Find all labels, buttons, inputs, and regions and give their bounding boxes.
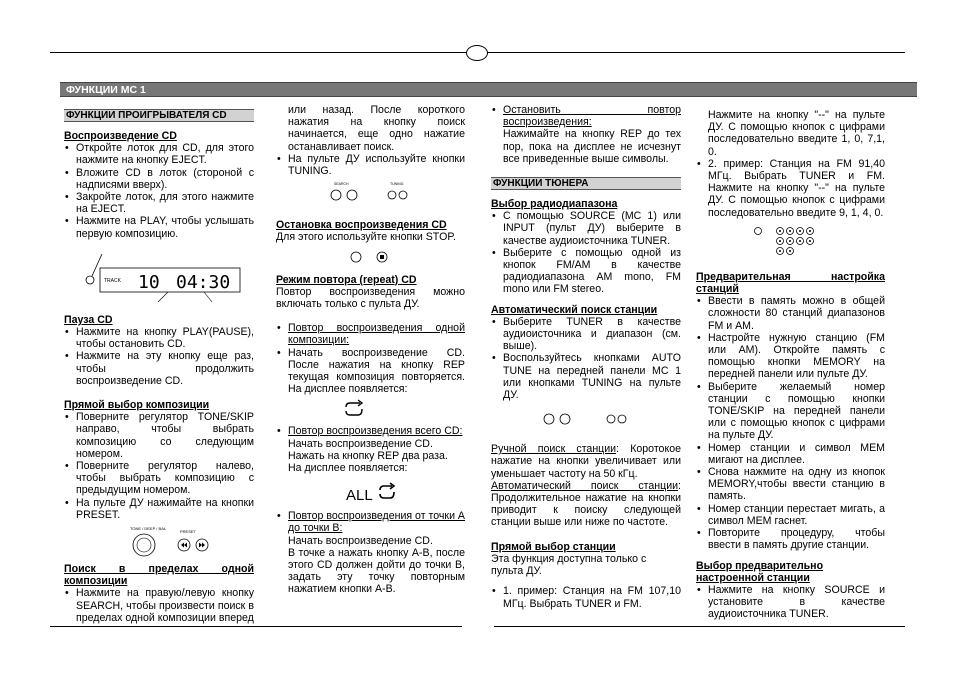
tuning-down-icon — [388, 191, 396, 199]
list-auto-search — [491, 316, 681, 401]
repeat-ab-title: Повтор воспроизведения от точки А до точки В: — [288, 510, 465, 535]
list-item: • Нажмите на эту кнопку еще раз, чтобы продолжить воспроизведение CD. — [64, 350, 254, 387]
repeat-all-line-1: Начать воспроизведение CD. — [288, 437, 433, 450]
list-item: • Настройте нужную станцию (FM или AM). Откройте память с помощью кнопки MEMORY на передней панели или пульте ДУ. — [696, 332, 885, 381]
stop-repeat-title: Остановить повтор воспроизведения: — [503, 104, 681, 129]
list-item: • Поверните регулятор TONE/SKIP направо, чтобы выбрать композицию со следующим номером. — [64, 411, 254, 460]
list-cd-play — [64, 142, 254, 240]
heading-band: Выбор радиодиапазона — [491, 198, 618, 211]
column-1 — [64, 109, 254, 624]
heading-search: Поиск в пределах одной композиции — [64, 563, 254, 588]
list-example-2 — [696, 158, 885, 219]
list-item: • Вложите CD в лоток (стороной с надписями вверх). — [64, 167, 254, 191]
number-key-dot — [809, 230, 811, 232]
list-example-1 — [491, 585, 681, 609]
number-key-dot — [779, 230, 781, 232]
list-item: • 1. пример: Станция на FM 107,10 МГц. Выбрать TUNER и FM. — [491, 585, 681, 609]
tuning-label: TUNING — [390, 182, 404, 187]
list-item: • Ввести в память можно в общей сложности 80 станций диапазонов FM и AM. — [696, 295, 885, 332]
list-direct-track — [64, 411, 254, 521]
numeric-keypad-figure — [696, 223, 885, 259]
list-item: • Номер станции перестает мигать, а символ MEM гаснет. — [696, 503, 885, 527]
tuning-up-icon — [399, 191, 407, 199]
list-item — [491, 104, 681, 128]
section-title-cd: ФУНКЦИИ ПРОИГРЫВАТЕЛЯ CD — [64, 109, 254, 122]
dash-key-icon — [755, 227, 762, 234]
repeat-all-line-3: На дисплее появляется: — [288, 462, 408, 475]
heading-pause: Пауза CD — [64, 313, 113, 326]
auto-search-text — [491, 480, 681, 529]
list-item: • С помощью SOURCE (MC 1) или INPUT (пульт ДУ) выберите в качестве аудиоисточника TUNER. — [491, 210, 681, 247]
list-repeat-all — [276, 425, 465, 437]
bottom-rule-right — [494, 626, 905, 627]
number-keys — [777, 227, 814, 254]
search-right-icon — [347, 190, 357, 200]
search-tuning-figure — [276, 179, 465, 211]
number-key-dot — [799, 230, 801, 232]
list-item: • Нажмите на кнопку SOURCE и установите в качестве аудиоисточника TUNER. — [696, 584, 885, 621]
column-2 — [276, 104, 465, 596]
manual-search-text — [491, 443, 681, 480]
tone-skip-knob-icon — [133, 534, 155, 556]
heading-auto-search: Автоматический поиск станции — [491, 303, 658, 316]
list-repeat-one — [276, 322, 465, 395]
stop-button-icon — [351, 252, 361, 262]
auto-search-desc: : Продолжительное нажатие на кнопки приводит к поиску следующей станции выше или ниже по частоте. — [491, 479, 681, 529]
repeat-ab-line-1: Начать воспроизведение CD. — [288, 534, 433, 547]
list-select-preset — [696, 584, 885, 621]
heading-direct-track: Прямой выбор композиции — [64, 399, 210, 412]
display-track-label: TRACK — [104, 277, 121, 284]
repeat-one-title: Повтор воспроизведения одной композиции: — [288, 322, 465, 347]
list-search — [64, 587, 254, 624]
repeat-all-icon — [380, 483, 394, 498]
example-1-continued: Нажмите на кнопку "--" на пульте ДУ. С помощью кнопок с цифрами последовательно введите 1, 0, 7,1, 0. — [708, 109, 885, 158]
list-item: • Поверните регулятор налево, чтобы выбрать композицию с предыдущим номером. — [64, 460, 254, 497]
repeat-all-symbol — [276, 474, 465, 510]
heading-direct-station: Прямой выбор станции — [491, 540, 616, 553]
column-3 — [491, 104, 681, 610]
heading-stop: Остановка воспроизведения CD — [276, 219, 447, 232]
list-item: • На пульте ДУ нажимайте на кнопки PRESET. — [64, 497, 254, 521]
repeat-one-symbol — [276, 395, 465, 425]
heading-cd-play: Воспроизведение CD — [64, 130, 177, 142]
list-item: • Снова нажмите на одну из кнопок MEMORY,чтобы ввести станцию в память. — [696, 466, 885, 503]
stop-repeat-text: Нажимайте на кнопку REP до тех пор, пока на дисплее не исчезнут все приведенные выше символы. — [503, 128, 681, 165]
tone-skip-label: TONE / DEEP / BAL — [130, 526, 167, 532]
list-item: • Номер станции и символ MEM мигают на дисплее. — [696, 442, 885, 466]
search-label: SEARCH — [334, 182, 349, 187]
stop-figure — [276, 244, 465, 274]
list-item — [276, 425, 465, 437]
list-remote — [276, 153, 465, 177]
heading-select-preset: Выбор предварительно настроенной станции — [696, 559, 824, 584]
skip-knob-figure — [64, 523, 254, 563]
repeat-text: Повтор воспроизведения можно включать только с пульта ДУ. — [276, 285, 465, 311]
display-time: 04:30 — [176, 271, 231, 293]
search-continued: или назад. После короткого нажатия на кнопку поиск начинается, еще одно нажатие останавливает поиск. — [288, 104, 465, 153]
search-left-icon — [331, 190, 341, 200]
number-key-dot — [789, 250, 791, 252]
manual-search-desc: : Коротокое нажатие на кнопки увеличивает или уменьшает частоту на 50 кГц. — [491, 443, 681, 480]
display-track-number: 10 — [138, 271, 160, 293]
manual-search-title: Ручной поиск станции — [491, 443, 617, 456]
list-repeat-ab — [276, 510, 465, 534]
list-pause — [64, 326, 254, 387]
stop-text: Для этого используйте кнопки STOP. — [276, 231, 456, 244]
list-item: • Повторите процедуру, чтобы ввести в память другие станции. — [696, 527, 885, 551]
repeat-icon — [346, 400, 362, 415]
list-item: • Нажмите на правую/левую кнопку SEARCH, чтобы произвести поиск в пределах одной композиции вперед — [64, 587, 254, 624]
number-key-dot — [789, 240, 791, 242]
number-key-dot — [799, 240, 801, 242]
number-key-dot — [779, 240, 781, 242]
column-4 — [696, 109, 885, 621]
list-item — [276, 322, 465, 346]
tuning-down-icon — [607, 415, 615, 423]
tuning-up-icon — [618, 415, 626, 423]
list-item: • Воспользуйтесь кнопками AUTO TUNE на передней панели MC 1 или кнопками TUNING на пульте ДУ. — [491, 352, 681, 401]
repeat-ab-line-2: В точке а нажать кнопку A-B, после этого CD должен дойти до точки B, задать эту точку повторным нажатием кнопки A-B. — [288, 546, 465, 596]
list-preset — [696, 295, 885, 551]
list-item: • Откройте лоток для CD, для этого нажмите на кнопку EJECT. — [64, 142, 254, 166]
display-indicator-icon — [86, 276, 94, 284]
list-item: • Нажмите на PLAY, чтобы услышать первую композицию. — [64, 215, 254, 239]
list-stop-repeat — [491, 104, 681, 128]
page-title: ФУНКЦИИ MC 1 — [60, 82, 917, 97]
list-item: • Нажмите на кнопку PLAY(PAUSE), чтобы остановить CD. — [64, 326, 254, 350]
list-item: • 2. пример: Станция на FM 91,40 МГц. Выбрать TUNER и FM. Нажмите на кнопку "--" на пульте ДУ. С помощью кнопок с цифрами последовательно введите 9, 1, 4, 0. — [696, 158, 885, 219]
list-item — [276, 510, 465, 534]
all-label: ALL — [346, 487, 373, 505]
heading-repeat: Режим повтора (repeat) CD — [276, 273, 417, 286]
preset-label: PRESET — [180, 529, 197, 535]
repeat-all-title: Повтор воспроизведения всего CD: — [288, 425, 463, 438]
bottom-rule-left — [50, 626, 462, 627]
repeat-all-line-2: Нажать на кнопку REP два раза. — [288, 449, 448, 462]
number-key-dot — [779, 250, 781, 252]
list-item: • На пульте ДУ используйте кнопки TUNING. — [276, 153, 465, 177]
list-band — [491, 210, 681, 295]
list-item: • Выберите с помощью одной из кнопок FM/AM в качестве радиодиапазона AM mono, FM mono или FM stereo. — [491, 247, 681, 296]
heading-preset: Предварительная настройка станций — [696, 270, 885, 296]
autotune-right-icon — [560, 414, 570, 424]
autotune-figure — [491, 405, 681, 435]
list-item: • Выберите TUNER в качестве аудиоисточника и диапазон (см. выше). — [491, 316, 681, 353]
list-item: • Начать воспроизведение CD. После нажатия на кнопку REP текущая композиция повторяется. На дисплее появляется: — [276, 347, 465, 396]
auto-search-title: Автоматический поиск станции — [491, 479, 679, 492]
autotune-left-icon — [544, 414, 554, 424]
direct-station-text: Эта функция доступна только с пульта ДУ. — [491, 552, 647, 578]
list-item: • Выберите желаемый номер станции с помощью кнопки TONE/SKIP на передней панели или с помощью кнопок с цифрами на пульте ДУ. — [696, 381, 885, 442]
number-key-dot — [809, 240, 811, 242]
number-key-dot — [789, 230, 791, 232]
section-title-tuner: ФУНКЦИИ ТЮНЕРА — [491, 177, 681, 190]
list-item: • Закройте лоток, для этого нажмите на EJECT. — [64, 191, 254, 215]
cd-display-figure — [64, 242, 254, 306]
page-number-circle — [466, 45, 488, 61]
